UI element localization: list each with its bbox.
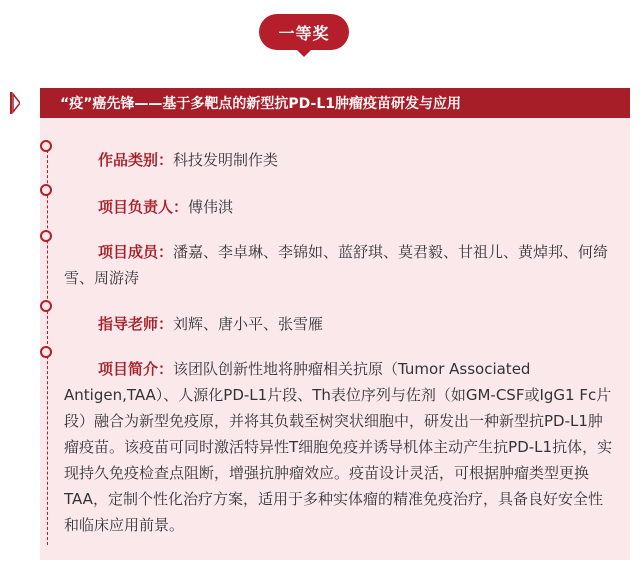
field-category [64, 147, 616, 173]
field-leader [64, 194, 616, 220]
bullet-icon [40, 346, 52, 358]
bullet-icon [40, 300, 52, 312]
field-leader-label: 项目负责人： [98, 198, 189, 216]
field-members-label: 项目成员： [98, 243, 174, 261]
field-category-label: 作品类别： [98, 151, 174, 169]
award-badge: 一等奖 [259, 14, 349, 50]
timeline-dashed-line [47, 140, 48, 545]
field-members-value: 潘嘉、李卓琳、李锦如、蓝舒琪、莫君毅、甘祖儿、黄焯邦、何绮雪、周游涛 [64, 243, 609, 287]
bullet-icon [40, 230, 52, 242]
field-summary [64, 356, 616, 538]
bullet-icon [40, 140, 52, 152]
field-advisors [64, 311, 616, 337]
field-summary-value: 该团队创新性地将肿瘤相关抗原（Tumor Associated Antigen,TAA）、人源化PD-L1片段、Th表位序列与佐剂（如GM-CSF或IgG1 Fc片段）融合为新型免疫原，并将其负载至树突状细胞中，研发出一种新型抗PD-L1肿瘤疫苗。该疫苗可同时激活特异性T细胞免疫并诱导机体主动产生抗PD-L1抗体，实现持久免疫检查点阻断，增强抗肿瘤效应。疫苗设计灵活，可根据肿瘤类型更换TAA，定制个性化治疗方案，适用于多种实体瘤的精准免疫治疗，具备良好安全性和临床应用前景。 [64, 360, 613, 534]
title-arrow-icon [10, 92, 20, 114]
field-advisors-value: 刘辉、唐小平、张雪雁 [173, 315, 324, 333]
bullet-icon [40, 184, 52, 196]
field-category-value: 科技发明制作类 [173, 151, 279, 169]
project-title: “疫”癌先锋——基于多靶点的新型抗PD-L1肿瘤疫苗研发与应用 [40, 88, 630, 118]
field-members [64, 239, 616, 291]
award-badge-pointer [296, 49, 312, 57]
field-summary-label: 项目简介： [98, 360, 174, 378]
field-leader-value: 傅伟淇 [188, 198, 234, 216]
field-advisors-label: 指导老师： [98, 315, 174, 333]
